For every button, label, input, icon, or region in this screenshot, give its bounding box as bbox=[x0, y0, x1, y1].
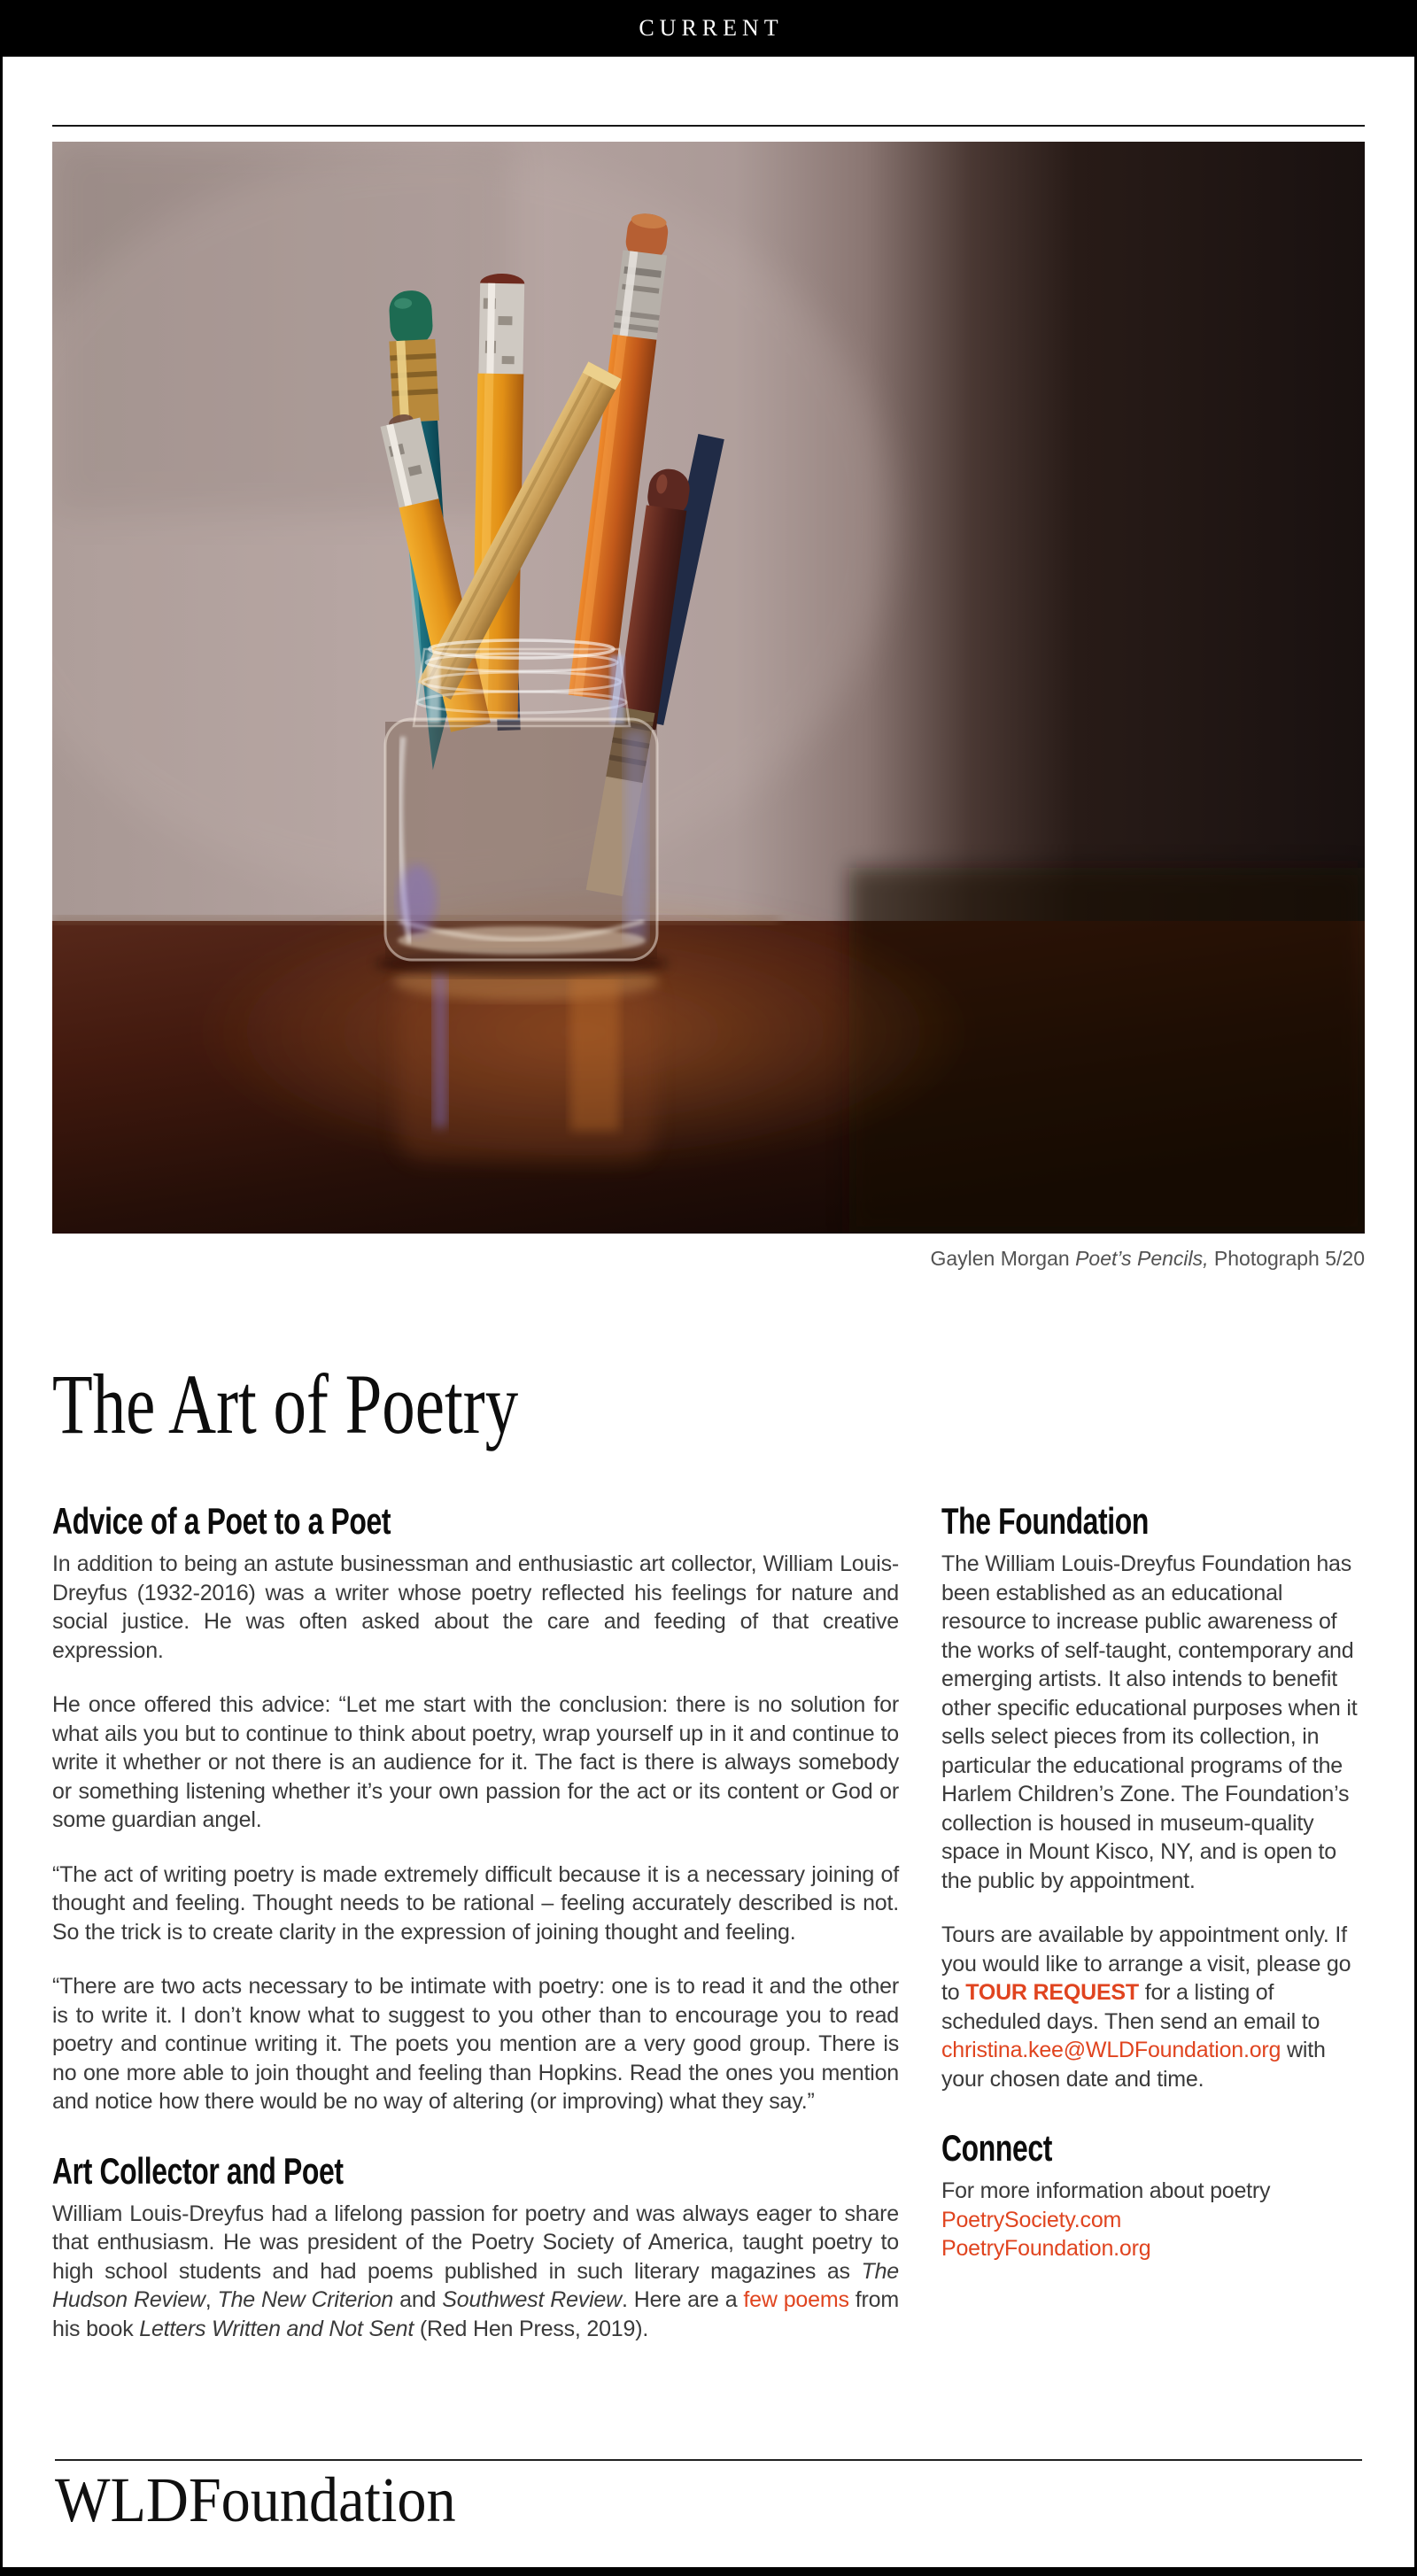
footer-logo[interactable]: WLDFoundation bbox=[55, 2464, 456, 2535]
right-column bbox=[941, 1500, 1365, 2263]
text-span: William Louis-Dreyfus had a lifelong passion for poetry and was always eager to share that enthusiasm. He was president of the Poetry Society of America, taught poetry to high school students and had poems published in such literary magazines as bbox=[52, 2201, 899, 2284]
foundation-paragraph bbox=[941, 1550, 1365, 1895]
foundation-heading: The Foundation bbox=[941, 1500, 1150, 1542]
footer bbox=[55, 2459, 1362, 2533]
footer-divider-rule bbox=[55, 2459, 1362, 2461]
text-span: . Here are a bbox=[621, 2287, 744, 2312]
art-collector-paragraph bbox=[52, 2200, 899, 2344]
photo-caption bbox=[52, 1245, 1365, 1272]
advice-paragraph-2 bbox=[52, 1690, 899, 1835]
text-span: from his book bbox=[52, 2287, 899, 2341]
article-columns bbox=[52, 1500, 1365, 2369]
poetry-society-link[interactable]: PoetrySociety.com bbox=[941, 2207, 1122, 2232]
advice-paragraph-3 bbox=[52, 1860, 899, 1947]
text-span: The William Louis-Dreyfus Foundation has been established as an educational resource to increase public awareness of the works of self-taught, contemporary and emerging artists. It also intends to benefit other specific educational purposes when it sells select pieces from its collection, in particular the educational programs of the Harlem Children’s Zone. The Foundation’s collection is housed in museum-quality space in Mount Kisco, NY, and is open to the public by appointment. bbox=[941, 1551, 1358, 1893]
top-nav-bar bbox=[3, 0, 1414, 57]
advice-paragraph-1 bbox=[52, 1550, 899, 1665]
current-nav-link[interactable]: CURRENT bbox=[639, 15, 784, 41]
top-divider-rule bbox=[52, 125, 1365, 127]
text-span: for a listing of scheduled days. Then send an email to bbox=[941, 1980, 1320, 2034]
photo-illustration bbox=[52, 142, 1365, 1234]
text-span: The Hudson Review bbox=[52, 2258, 899, 2312]
text-span: with your chosen date and time. bbox=[941, 2038, 1326, 2092]
text-span: (Red Hen Press, 2019). bbox=[414, 2316, 649, 2341]
text-span: In addition to being an astute businessman and enthusiastic art collector, William Louis-Dreyfus (1932-2016) was a writer whose poetry reflected his feelings for nature and social justice. He was often asked about the care and feeding of that creative expression. bbox=[52, 1551, 899, 1663]
text-span: Photograph 5/20 bbox=[1208, 1247, 1365, 1270]
left-column bbox=[52, 1500, 899, 2369]
tours-paragraph bbox=[941, 1921, 1365, 2093]
art-collector-heading: Art Collector and Poet bbox=[52, 2149, 344, 2192]
advice-paragraph-4 bbox=[52, 1972, 899, 2116]
few-poems-link[interactable]: few poems bbox=[743, 2287, 849, 2312]
tour-request-link[interactable]: TOUR REQUEST bbox=[965, 1980, 1139, 2005]
text-span: The New Criterion bbox=[217, 2287, 394, 2312]
poetry-foundation-link[interactable]: PoetryFoundation.org bbox=[941, 2236, 1151, 2261]
text-span: Tours are available by appointment only. If you would like to arrange a visit, please go to bbox=[941, 1922, 1351, 2005]
advice-heading: Advice of a Poet to a Poet bbox=[52, 1500, 391, 1542]
poetry-society-link-row bbox=[941, 2206, 1365, 2235]
text-span: Poet’s Pencils, bbox=[1075, 1247, 1209, 1270]
text-span: Southwest Review bbox=[442, 2287, 622, 2312]
email-link[interactable]: christina.kee@WLDFoundation.org bbox=[941, 2038, 1281, 2062]
poets-pencils-photo bbox=[52, 142, 1365, 1234]
text-span: “There are two acts necessary to be intimate with poetry: one is to read it and the other is to write it. I don’t know what to suggest to you other than to encourage you to read poetry and continue writing it. The poets you mention are a very good group. There is no one more able to join thought and feeling than Hopkins. Read the ones you mention and notice how there would be no way of altering (or improving) what they say.” bbox=[52, 1974, 899, 2114]
bottom-bar bbox=[3, 2567, 1414, 2576]
main-content bbox=[3, 125, 1414, 2369]
page-title: The Art of Poetry bbox=[52, 1357, 519, 1451]
text-span: Letters Written and Not Sent bbox=[139, 2316, 414, 2341]
text-span: , bbox=[205, 2287, 218, 2312]
poetry-foundation-link-row bbox=[941, 2234, 1365, 2263]
text-span: and bbox=[393, 2287, 443, 2312]
text-span: Gaylen Morgan bbox=[930, 1247, 1076, 1270]
connect-heading: Connect bbox=[941, 2127, 1053, 2169]
connect-intro: For more information about poetry bbox=[941, 2178, 1271, 2203]
text-span: He once offered this advice: “Let me start with the conclusion: there is no solution for what ails you but to continue to think about poetry, wrap yourself up in it and continue to write it whether or not there is an audience for it. The fact is there is always somebody or something listening whether it’s your own passion for the act or its content or God or some guardian angel. bbox=[52, 1692, 899, 1832]
text-span: “The act of writing poetry is made extremely difficult because it is a necessary joining of thought and feeling. Thought needs to be rational – feeling accurately described is not. So the trick is to create clarity in the expression of joining thought and feeling. bbox=[52, 1861, 899, 1945]
